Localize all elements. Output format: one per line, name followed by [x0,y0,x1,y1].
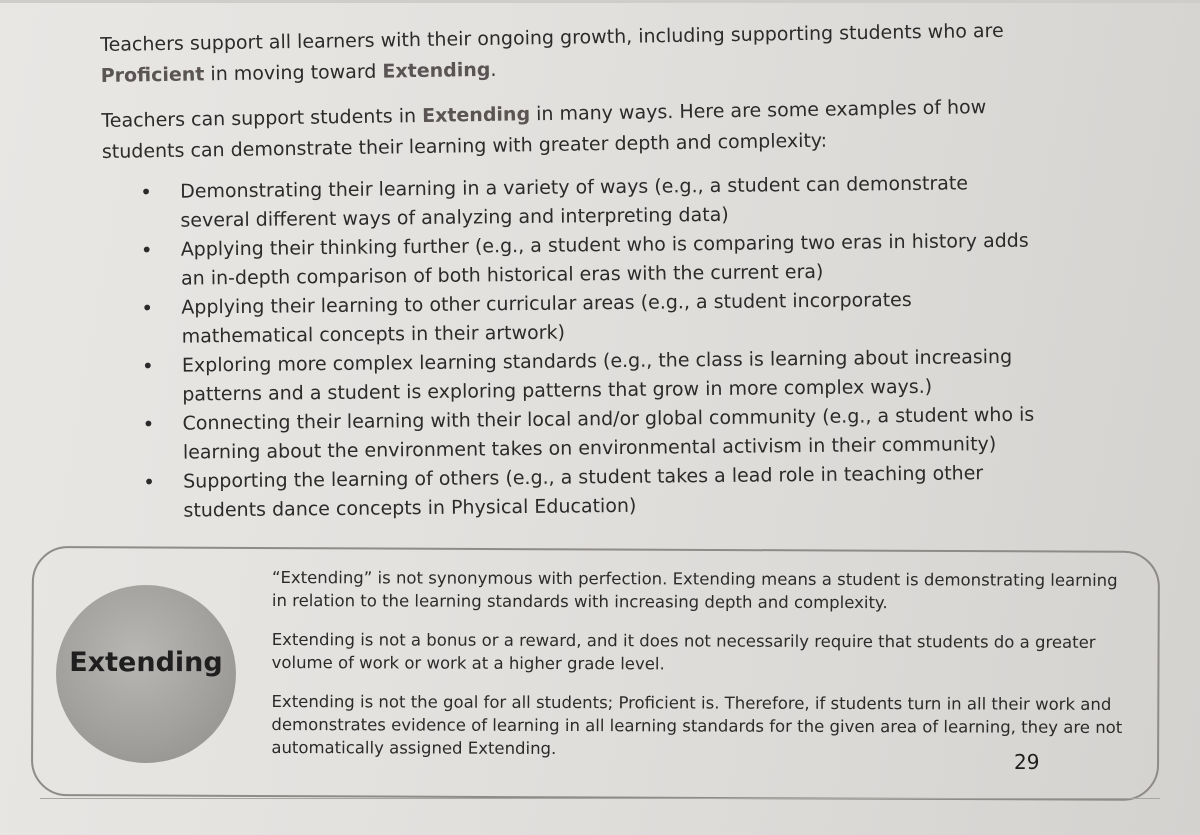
intro-paragraph-2 [101,91,1032,168]
list-item-text: Supporting the learning of others (e.g., a student takes a lead role in teaching other students dance concepts in Physical Education) [183,462,984,522]
bullet-icon: • [140,237,153,262]
page-number: 29 [1014,750,1040,774]
callout-paragraph: Extending is not the goal for all students; Proficient is. Therefore, if students turn in all their work and demonstrates evidence of learning in all learning standards for the given area of learning, they are not automatically assigned Extending. [271,691,1123,758]
list-item-text: Exploring more complex learning standards (e.g., the class is learning about increasing patterns and a student is exploring patterns that grow in more complex ways.) [181,345,1013,406]
bullet-icon: • [140,179,153,204]
term-extending: Extending [421,103,531,127]
bullet-icon: • [141,353,154,378]
list-item [141,285,1042,352]
callout-text [271,566,1132,778]
list-item-text: Applying their learning to other curricular areas (e.g., a student incorporates mathematical concepts in their artwork) [181,288,912,348]
callout-paragraph: “Extending” is not synonymous with perfection. Extending means a student is demonstrating learning in relation to the learning standards with increasing depth and complexity. [271,568,1118,613]
intro-p1-text-end: . [490,58,497,81]
bottom-divider [40,798,1160,799]
page-top-edge [0,0,1200,3]
list-item [141,227,1042,294]
extending-badge [56,585,236,763]
bullet-icon: • [143,469,156,494]
intro-paragraph-1 [100,15,1031,92]
intro-p1-text-middle: in moving toward [204,60,383,86]
list-item [142,401,1043,468]
list-item-text: Demonstrating their learning in a variety of ways (e.g., a student can demonstrate several different ways of analyzing and interpreting data) [180,172,969,232]
list-item-text: Connecting their learning with their local and/or global community (e.g., a student who is learning about the environment takes on environmental activism in their community) [182,403,1035,464]
term-extending: Extending [382,58,491,83]
list-item [140,169,1041,236]
term-proficient: Proficient [100,63,205,87]
list-item [142,343,1043,410]
bullet-icon: • [142,411,155,436]
list-item-text: Applying their thinking further (e.g., a student who is comparing two eras in history adds an in-depth comparison of both historical eras with the current era) [180,229,1029,290]
intro-p2-text-start: Teachers can support students in [101,104,423,132]
intro-p1-text-start: Teachers support all learners with their ongoing growth, including supporting students who are [100,19,1004,56]
bullet-icon: • [141,295,154,320]
examples-list [140,169,1044,526]
intro-section [100,15,1032,182]
list-item [143,459,1044,526]
badge-label: Extending [69,647,223,678]
callout-paragraph: Extending is not a bonus or a reward, and it does not necessarily require that students do a greater volume of work or work at a higher grade level. [271,629,1096,674]
intro-p2-text-end: in many ways. Here are some examples of how students can demonstrate their learning with greater depth and complexity: [101,96,987,163]
